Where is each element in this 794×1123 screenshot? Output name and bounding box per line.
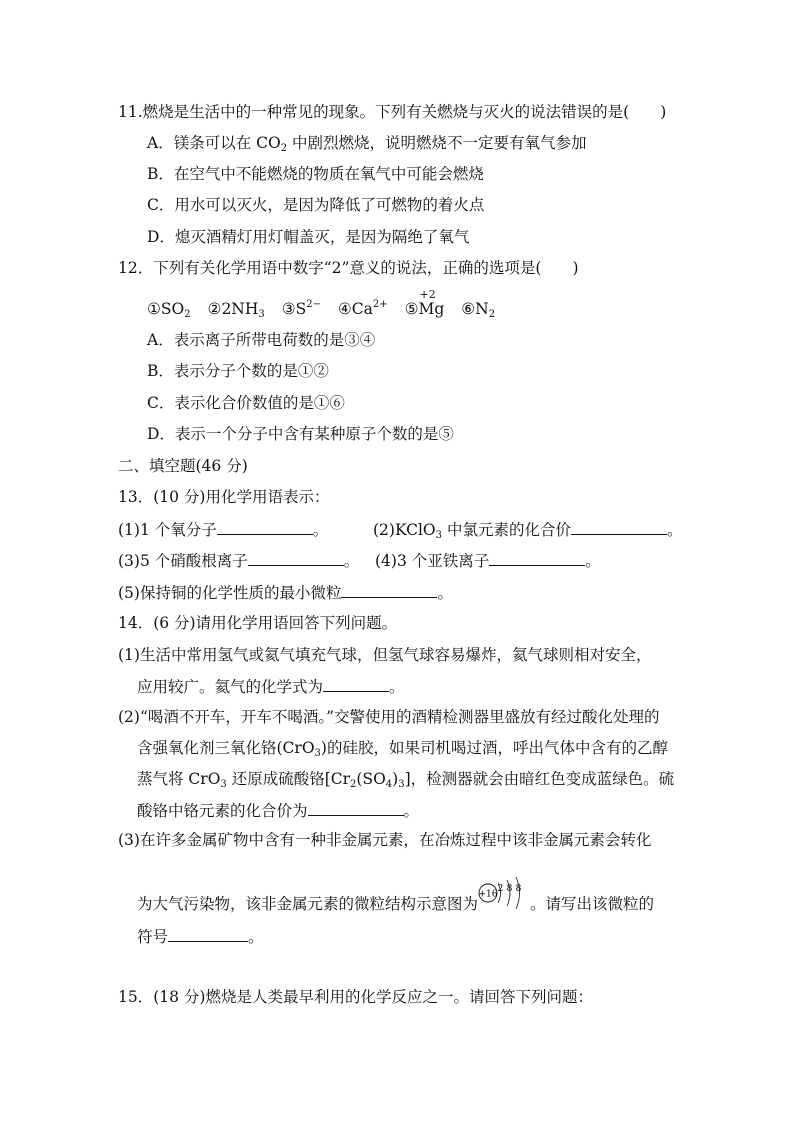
answer-blank[interactable] [341,582,437,598]
q14-part-2-line-3: 蒸气将 CrO$_3$ 还原成硫酸铬$[Cr_2(SO_4)_3]$，检测器就会由暗红色变成蓝绿色。硫 [137,770,675,790]
q11-option-d: D．熄灭酒精灯用灯帽盖灭，是因为隔绝了氧气 [147,228,470,246]
q12-formula-list [147,288,496,325]
atom-structure-diagram [478,884,530,915]
q13-stem: 13．(10 分)用化学用语表示： [118,488,330,506]
formula-2: $②2NH_3$ [207,300,265,320]
q15-stem: 15．(18 分)燃烧是人类最早利用的化学反应之一。请回答下列问题： [118,988,593,1006]
q12-stem: 12．下列有关化学用语中数字“2”意义的说法，正确的选项是( ) [118,259,579,277]
answer-blank[interactable] [248,550,344,566]
formula-4: $④Ca^{2+}$ [337,299,388,318]
answer-blank[interactable] [571,519,667,535]
answer-blank[interactable] [308,800,404,816]
nucleus-charge: +16 [478,889,498,900]
shell-2-electrons: 8 [506,884,513,894]
answer-blank[interactable] [168,926,248,942]
answer-blank[interactable] [323,676,389,692]
q14-part-3-line-1: (3)在许多金属矿物中含有一种非金属元素，在冶炼过程中该非金属元素会转化 [118,831,652,849]
q13-part-5: (5)保持铜的化学性质的最小微粒 。 [118,584,453,602]
q14-part-3-line-3: 符号 。 [137,928,264,946]
formula-3: $③S^{2-}$ [281,299,321,318]
q11-option-b: B．在空气中不能燃烧的物质在氧气中可能会燃烧 [147,165,484,183]
q13-part-3: (3)5 个硝酸根离子 。 [118,552,360,570]
formula-5: ⑤ +2 Mg [405,300,445,318]
q14-stem: 14．(6 分)请用化学用语回答下列问题。 [118,614,398,632]
formula-6: $⑥N_2$ [461,300,496,320]
q11-option-c: C．用水可以灭火，是因为降低了可燃物的着火点 [147,196,485,214]
q11-stem: 11.燃烧是生活中的一种常见的现象。下列有关燃烧与灭火的说法错误的是( ) [118,103,667,121]
valence-label: +2 [419,288,436,301]
q12-option-a: A．表示离子所带电荷数的是③④ [147,331,376,349]
answer-blank[interactable] [217,519,313,535]
formula-1: $①SO_2$ [147,300,191,320]
q14-part-3-line-2: 为大气污染物，该非金属元素的微粒结构示意图为 +16 2 8 8 。请写出该微粒的 [137,894,654,915]
section-heading: 二、填空题(46 分) [118,457,248,475]
q14-part-2-line-2: 含强氧化剂三氧化铬(CrO$_3$)的硅胶，如果司机喝过酒，呼出气体中含有的乙醇 [137,739,668,759]
answer-blank[interactable] [489,550,585,566]
q13-part-2: (2)KClO$_3$ 中氯元素的化合价 。 [373,521,683,541]
shell-1-electrons: 2 [497,884,504,894]
q14-part-1-line-1: (1)生活中常用氢气或氦气填充气球，但氢气球容易爆炸，氦气球则相对安全， [118,646,652,664]
q14-part-1-line-2: 应用较广。氦气的化学式为 。 [137,678,405,696]
q12-option-b: B．表示分子个数的是①② [147,362,329,380]
q14-part-2-line-4: 酸铬中铬元素的化合价为 。 [137,802,420,820]
q11-option-a: A．镁条可以在 $CO_2$ 中剧烈燃烧，说明燃烧不一定要有氧气参加 [147,134,587,154]
shell-3-electrons: 8 [515,884,522,894]
q12-option-d: D．表示一个分子中含有某种原子个数的是⑤ [147,425,454,443]
q14-part-2-line-1: (2)“喝酒不开车，开车不喝酒。”交警使用的酒精检测器里盛放有经过酸化处理的 [118,708,660,726]
q13-part-4: (4)3 个亚铁离子 。 [375,552,601,570]
q12-option-c: C．表示化合价数值的是①⑥ [147,394,345,412]
q13-part-1: (1)1 个氧分子 。 [118,521,329,539]
